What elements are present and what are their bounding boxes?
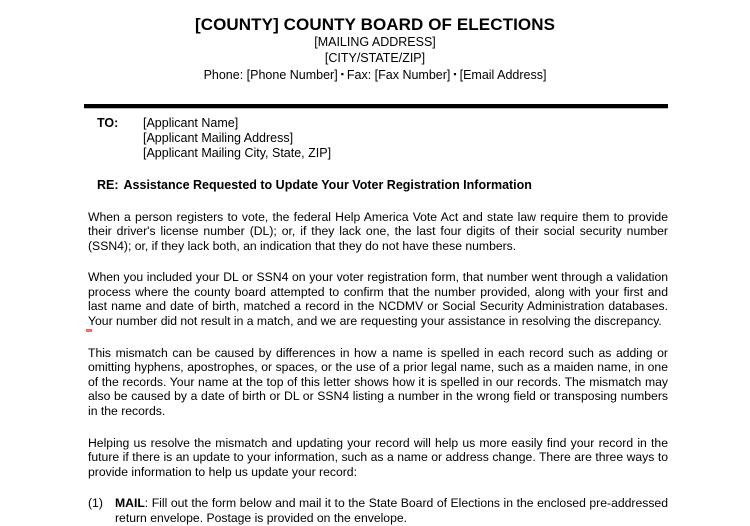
options-list [88, 479, 668, 525]
list-item-number: (1) [88, 496, 103, 511]
body-paragraph: When a person registers to vote, the federal Help America Vote Act and state law require them to provide their driver's license number (DL); or, if they lack one, the last four digits of their social security number (SSN4); or, if they lack both, an indication that they do not have these numbers. [88, 209, 668, 253]
phone-label: Phone: [Phone Number] [203, 68, 338, 82]
subject-text: Assistance Requested to Update Your Voter Registration Information [123, 177, 532, 192]
list-item [88, 496, 668, 525]
city-state-zip-line: [CITY/STATE/ZIP] [324, 50, 426, 65]
divider-line [84, 104, 668, 109]
recipient-block [88, 116, 668, 161]
list-item-body: Fill out the form below and mail it to the State Board of Elections in the enclosed pre-addressed return envelope. Postage is provided on the envelope. [115, 496, 668, 525]
mailing-address-line: [MAILING ADDRESS] [314, 35, 436, 49]
separator-bullet-icon: ▪ [340, 69, 344, 79]
recipient-address: [Applicant Mailing Address] [143, 130, 294, 145]
header-divider [0, 104, 750, 109]
body-paragraph: When you included your DL or SSN4 on your voter registration form, that number went through a validation process where the county board attempted to confirm that the number provided, along with your first and last name and date of birth, matched a record in the NCDMV or Social Security Administration databases. Your number did not result in a match, and we are requesting your assistance in resolving the discrepancy. [88, 270, 668, 329]
body-paragraph: This mismatch can be caused by differences in how a name is spelled in each record such as adding or omitting hyphens, apostrophes, or spaces, or the use of a prior legal name, such as a maiden name, in one of the records. Your name at the top of this letter shows how it is spelled in our records. The mismatch may also be caused by a date of birth or DL or SSN4 listing a number in the wrong field or transposing numbers in the records. [88, 345, 668, 419]
list-item-text [115, 496, 668, 525]
subject-line [88, 178, 668, 193]
list-item-title: MAIL [115, 496, 145, 511]
email-label: [Email Address] [459, 68, 547, 82]
organization-title: [COUNTY] COUNTY BOARD OF ELECTIONS [194, 15, 556, 34]
list-item-title-suffix: : [144, 496, 149, 511]
recipient-city-state-zip: [Applicant Mailing City, State, ZIP] [143, 145, 332, 160]
recipient-name: [Applicant Name] [143, 115, 239, 130]
separator-bullet-icon: ▪ [453, 69, 457, 79]
contact-line [0, 66, 750, 84]
recipient-address-block [143, 116, 331, 161]
recipient-label: TO: [97, 115, 119, 130]
letterhead [0, 0, 750, 84]
body-paragraph: Helping us resolve the mismatch and updating your record will help us more easily find your record in the future if there is an update to your information, such as a name or address change. There are three ways to provide information to help us update your record: [88, 435, 668, 479]
letter-body [0, 116, 750, 526]
scan-artifact-mark [86, 329, 92, 332]
fax-label: Fax: [Fax Number] [346, 68, 451, 82]
subject-label: RE: [97, 177, 119, 192]
